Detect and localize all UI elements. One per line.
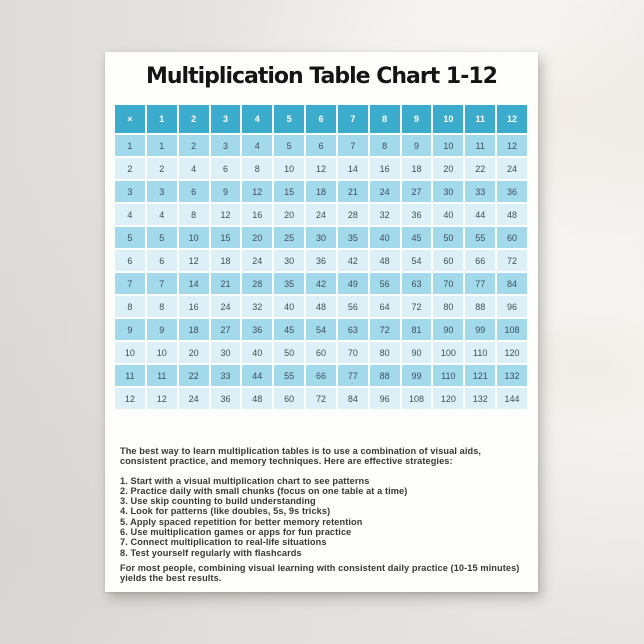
- product-cell: 27: [402, 181, 432, 202]
- product-cell: 72: [306, 388, 336, 409]
- table-row: [115, 135, 527, 156]
- product-cell: 99: [402, 365, 432, 386]
- product-cell: 60: [306, 342, 336, 363]
- product-cell: 4: [147, 204, 177, 225]
- product-cell: 40: [370, 227, 400, 248]
- product-cell: 12: [497, 135, 527, 156]
- table-row: [115, 296, 527, 317]
- product-cell: 24: [179, 388, 209, 409]
- product-cell: 54: [402, 250, 432, 271]
- product-cell: 32: [370, 204, 400, 225]
- product-cell: 77: [338, 365, 368, 386]
- product-cell: 21: [338, 181, 368, 202]
- product-cell: 2: [179, 135, 209, 156]
- product-cell: 60: [274, 388, 304, 409]
- table-row: [115, 158, 527, 179]
- product-cell: 55: [465, 227, 495, 248]
- strategy-item: 5. Apply spaced repetition for better memory retention: [120, 516, 363, 527]
- product-cell: 42: [338, 250, 368, 271]
- product-cell: 44: [465, 204, 495, 225]
- product-cell: 12: [147, 388, 177, 409]
- product-cell: 20: [433, 158, 463, 179]
- row-header-cell: 1: [115, 135, 145, 156]
- row-header-cell: 12: [115, 388, 145, 409]
- product-cell: 49: [338, 273, 368, 294]
- product-cell: 81: [402, 319, 432, 340]
- product-cell: 100: [433, 342, 463, 363]
- product-cell: 55: [274, 365, 304, 386]
- product-cell: 18: [402, 158, 432, 179]
- product-cell: 6: [211, 158, 241, 179]
- product-cell: 42: [306, 273, 336, 294]
- table-row: [115, 250, 527, 271]
- row-header-cell: 7: [115, 273, 145, 294]
- product-cell: 50: [274, 342, 304, 363]
- column-header-cell: 2: [179, 105, 209, 133]
- product-cell: 40: [242, 342, 272, 363]
- product-cell: 45: [274, 319, 304, 340]
- product-cell: 30: [433, 181, 463, 202]
- page-title: Multiplication Table Chart 1-12: [146, 64, 497, 89]
- product-cell: 15: [211, 227, 241, 248]
- product-cell: 35: [274, 273, 304, 294]
- product-cell: 90: [433, 319, 463, 340]
- product-cell: 96: [370, 388, 400, 409]
- product-cell: 1: [147, 135, 177, 156]
- product-cell: 9: [402, 135, 432, 156]
- product-cell: 24: [242, 250, 272, 271]
- product-cell: 18: [306, 181, 336, 202]
- product-cell: 84: [338, 388, 368, 409]
- product-cell: 121: [465, 365, 495, 386]
- product-cell: 7: [338, 135, 368, 156]
- product-cell: 28: [338, 204, 368, 225]
- column-header-cell: 6: [306, 105, 336, 133]
- product-cell: 54: [306, 319, 336, 340]
- column-header-cell: 9: [402, 105, 432, 133]
- product-cell: 64: [370, 296, 400, 317]
- multiplication-table: [113, 103, 529, 411]
- product-cell: 96: [497, 296, 527, 317]
- product-cell: 11: [465, 135, 495, 156]
- product-cell: 40: [274, 296, 304, 317]
- postcard: [105, 52, 538, 592]
- product-cell: 8: [147, 296, 177, 317]
- strategy-item: 6. Use multiplication games or apps for fun practice: [120, 527, 352, 538]
- product-cell: 48: [306, 296, 336, 317]
- product-cell: 12: [306, 158, 336, 179]
- product-cell: 110: [465, 342, 495, 363]
- product-cell: 110: [433, 365, 463, 386]
- table-row: [115, 319, 527, 340]
- product-cell: 16: [370, 158, 400, 179]
- product-cell: 24: [497, 158, 527, 179]
- product-cell: 9: [211, 181, 241, 202]
- product-cell: 6: [306, 135, 336, 156]
- product-cell: 20: [242, 227, 272, 248]
- table-row: [115, 273, 527, 294]
- product-cell: 5: [147, 227, 177, 248]
- row-header-cell: 3: [115, 181, 145, 202]
- product-cell: 56: [370, 273, 400, 294]
- product-cell: 84: [497, 273, 527, 294]
- column-header-cell: 7: [338, 105, 368, 133]
- product-cell: 10: [274, 158, 304, 179]
- product-cell: 35: [338, 227, 368, 248]
- table-row: [115, 342, 527, 363]
- product-cell: 36: [306, 250, 336, 271]
- table-row: [115, 227, 527, 248]
- product-cell: 48: [242, 388, 272, 409]
- conclusion-paragraph: For most people, combining visual learning with consistent daily practice (10-15 minutes) yields the best results.: [120, 562, 520, 584]
- product-cell: 24: [370, 181, 400, 202]
- product-cell: 15: [274, 181, 304, 202]
- product-cell: 4: [179, 158, 209, 179]
- table-row: [115, 365, 527, 386]
- column-header-cell: 8: [370, 105, 400, 133]
- product-cell: 10: [433, 135, 463, 156]
- table-row: [115, 388, 527, 409]
- product-cell: 32: [242, 296, 272, 317]
- strategy-item: 1. Start with a visual multiplication chart to see patterns: [120, 475, 370, 486]
- product-cell: 40: [433, 204, 463, 225]
- row-header-cell: 5: [115, 227, 145, 248]
- product-cell: 88: [370, 365, 400, 386]
- product-cell: 12: [179, 250, 209, 271]
- product-cell: 80: [433, 296, 463, 317]
- row-header-cell: 10: [115, 342, 145, 363]
- product-cell: 66: [306, 365, 336, 386]
- product-cell: 28: [242, 273, 272, 294]
- product-cell: 6: [179, 181, 209, 202]
- table-row: [115, 204, 527, 225]
- product-cell: 77: [465, 273, 495, 294]
- corner-cell: ×: [115, 105, 145, 133]
- product-cell: 63: [338, 319, 368, 340]
- product-cell: 10: [179, 227, 209, 248]
- product-cell: 50: [433, 227, 463, 248]
- product-cell: 8: [242, 158, 272, 179]
- product-cell: 5: [274, 135, 304, 156]
- strategy-item: 8. Test yourself regularly with flashcards: [120, 547, 302, 558]
- strategy-item: 3. Use skip counting to build understanding: [120, 496, 316, 507]
- row-header-cell: 8: [115, 296, 145, 317]
- product-cell: 132: [465, 388, 495, 409]
- product-cell: 36: [497, 181, 527, 202]
- product-cell: 48: [370, 250, 400, 271]
- column-header-cell: 5: [274, 105, 304, 133]
- product-cell: 72: [497, 250, 527, 271]
- product-cell: 48: [497, 204, 527, 225]
- product-cell: 18: [211, 250, 241, 271]
- product-cell: 45: [402, 227, 432, 248]
- product-cell: 25: [274, 227, 304, 248]
- product-cell: 20: [274, 204, 304, 225]
- product-cell: 16: [242, 204, 272, 225]
- table-header: [115, 105, 527, 133]
- product-cell: 72: [402, 296, 432, 317]
- product-cell: 27: [211, 319, 241, 340]
- product-cell: 120: [497, 342, 527, 363]
- product-cell: 18: [179, 319, 209, 340]
- header-row: [115, 105, 527, 133]
- product-cell: 80: [370, 342, 400, 363]
- product-cell: 108: [402, 388, 432, 409]
- product-cell: 2: [147, 158, 177, 179]
- row-header-cell: 2: [115, 158, 145, 179]
- product-cell: 7: [147, 273, 177, 294]
- product-cell: 120: [433, 388, 463, 409]
- product-cell: 11: [147, 365, 177, 386]
- product-cell: 30: [211, 342, 241, 363]
- column-header-cell: 10: [433, 105, 463, 133]
- product-cell: 36: [402, 204, 432, 225]
- table-body: [115, 135, 527, 409]
- table-row: [115, 181, 527, 202]
- product-cell: 24: [211, 296, 241, 317]
- row-header-cell: 4: [115, 204, 145, 225]
- product-cell: 70: [433, 273, 463, 294]
- product-cell: 12: [242, 181, 272, 202]
- product-cell: 22: [465, 158, 495, 179]
- row-header-cell: 6: [115, 250, 145, 271]
- product-cell: 90: [402, 342, 432, 363]
- product-cell: 30: [274, 250, 304, 271]
- product-cell: 4: [242, 135, 272, 156]
- product-cell: 20: [179, 342, 209, 363]
- column-header-cell: 11: [465, 105, 495, 133]
- product-cell: 10: [147, 342, 177, 363]
- product-cell: 33: [465, 181, 495, 202]
- product-cell: 12: [211, 204, 241, 225]
- product-cell: 66: [465, 250, 495, 271]
- column-header-cell: 3: [211, 105, 241, 133]
- product-cell: 144: [497, 388, 527, 409]
- product-cell: 36: [242, 319, 272, 340]
- product-cell: 3: [211, 135, 241, 156]
- product-cell: 70: [338, 342, 368, 363]
- product-cell: 22: [179, 365, 209, 386]
- product-cell: 108: [497, 319, 527, 340]
- product-cell: 14: [179, 273, 209, 294]
- product-cell: 16: [179, 296, 209, 317]
- strategy-item: 7. Connect multiplication to real-life situations: [120, 537, 327, 548]
- row-header-cell: 9: [115, 319, 145, 340]
- product-cell: 21: [211, 273, 241, 294]
- product-cell: 33: [211, 365, 241, 386]
- product-cell: 60: [497, 227, 527, 248]
- column-header-cell: 12: [497, 105, 527, 133]
- product-cell: 88: [465, 296, 495, 317]
- product-cell: 36: [211, 388, 241, 409]
- product-cell: 3: [147, 181, 177, 202]
- product-cell: 14: [338, 158, 368, 179]
- description-block: [120, 446, 525, 584]
- column-header-cell: 1: [147, 105, 177, 133]
- product-cell: 72: [370, 319, 400, 340]
- product-cell: 8: [370, 135, 400, 156]
- strategies-list: [120, 476, 525, 558]
- strategy-item: 4. Look for patterns (like doubles, 5s, 9s tricks): [120, 506, 331, 517]
- strategy-item: 2. Practice daily with small chunks (focus on one table at a time): [120, 485, 408, 496]
- row-header-cell: 11: [115, 365, 145, 386]
- product-cell: 6: [147, 250, 177, 271]
- product-cell: 8: [179, 204, 209, 225]
- product-cell: 56: [338, 296, 368, 317]
- product-cell: 9: [147, 319, 177, 340]
- product-cell: 44: [242, 365, 272, 386]
- product-cell: 24: [306, 204, 336, 225]
- product-cell: 132: [497, 365, 527, 386]
- column-header-cell: 4: [242, 105, 272, 133]
- product-cell: 63: [402, 273, 432, 294]
- product-cell: 99: [465, 319, 495, 340]
- product-cell: 30: [306, 227, 336, 248]
- product-cell: 60: [433, 250, 463, 271]
- intro-paragraph: The best way to learn multiplication tables is to use a combination of visual aids, consistent practice, and memory techniques. Here are effective strategies:: [120, 446, 482, 467]
